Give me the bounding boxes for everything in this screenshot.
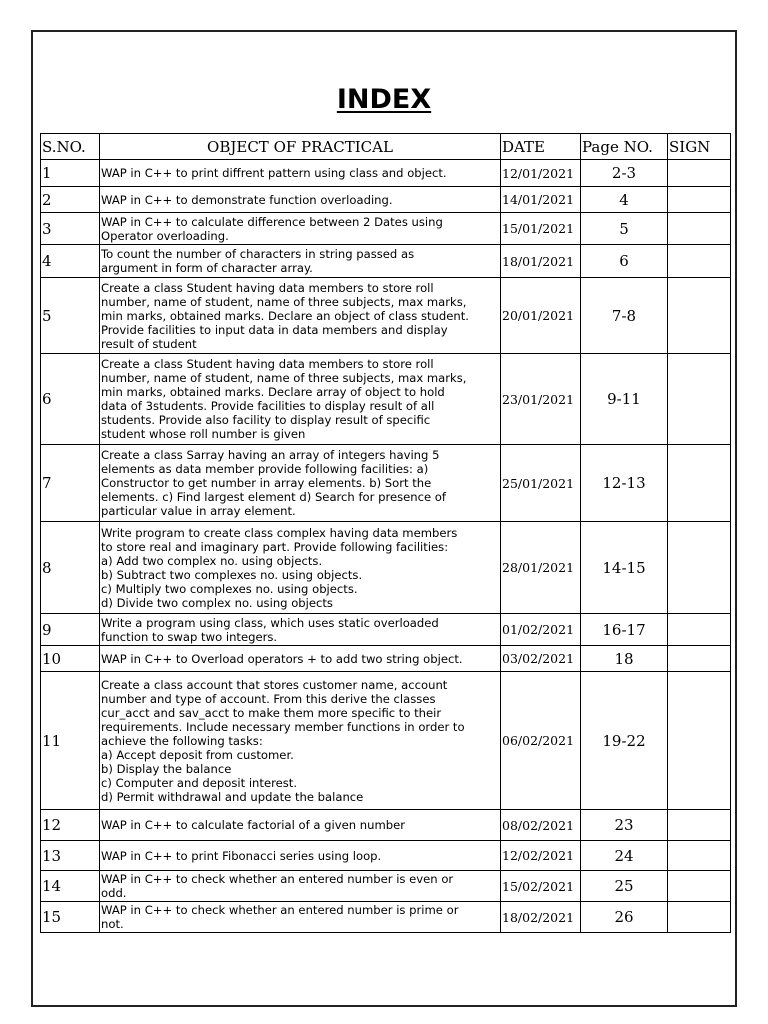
row-sign <box>668 871 731 902</box>
row-sno: 15 <box>41 902 100 933</box>
index-table <box>40 133 731 933</box>
row-sno: 3 <box>41 213 100 245</box>
row-sno: 10 <box>41 646 100 672</box>
row-object: To count the number of characters in string passed as argument in form of character array. <box>100 245 501 278</box>
table-row <box>41 160 731 187</box>
row-sno: 8 <box>41 522 100 614</box>
row-object: WAP in C++ to check whether an entered number is prime or not. <box>100 902 501 933</box>
row-page: 18 <box>581 646 668 672</box>
row-sign <box>668 187 731 213</box>
row-sign <box>668 213 731 245</box>
row-date: 15/02/2021 <box>501 871 581 902</box>
header-row <box>41 134 731 160</box>
row-page: 6 <box>581 245 668 278</box>
row-page: 25 <box>581 871 668 902</box>
row-object: Create a class Student having data members to store roll number, name of student, name of three subjects, max marks, min marks, obtained marks. Declare an object of class student. Provide facilities to input data in data members and display result of student <box>100 278 501 354</box>
row-object: Write program to create class complex having data members to store real and imaginary part. Provide following facilities: a) Add two complex no. using objects. b) Subtract two complexes no. using objects. c) Multiply two complexes no. using objects. d) Divide two complex no. using objects <box>100 522 501 614</box>
row-date: 18/02/2021 <box>501 902 581 933</box>
row-sno: 7 <box>41 445 100 522</box>
row-page: 5 <box>581 213 668 245</box>
header-object: OBJECT OF PRACTICAL <box>100 134 501 160</box>
row-sign <box>668 278 731 354</box>
row-date: 08/02/2021 <box>501 810 581 841</box>
table-row <box>41 187 731 213</box>
row-sign <box>668 902 731 933</box>
row-date: 14/01/2021 <box>501 187 581 213</box>
row-sno: 13 <box>41 841 100 871</box>
row-sno: 1 <box>41 160 100 187</box>
row-object: Create a class account that stores customer name, account number and type of account. From this derive the classes cur_acct and sav_acct to make them more specific to their requirements. Include necessary member functions in order to achieve the following tasks: a) Accept deposit from customer. b) Display the balance c) Computer and deposit interest. d) Permit withdrawal and update the balance <box>100 672 501 810</box>
row-page: 23 <box>581 810 668 841</box>
page-title: INDEX <box>336 84 432 115</box>
row-page: 19-22 <box>581 672 668 810</box>
table-row <box>41 213 731 245</box>
row-object: WAP in C++ to calculate factorial of a given number <box>100 810 501 841</box>
row-object: WAP in C++ to demonstrate function overloading. <box>100 187 501 213</box>
row-date: 18/01/2021 <box>501 245 581 278</box>
row-sign <box>668 160 731 187</box>
table-row <box>41 614 731 646</box>
table-row <box>41 672 731 810</box>
row-sno: 9 <box>41 614 100 646</box>
table-body <box>41 160 731 933</box>
row-page: 4 <box>581 187 668 213</box>
table-row <box>41 902 731 933</box>
row-object: WAP in C++ to print diffrent pattern using class and object. <box>100 160 501 187</box>
row-date: 12/01/2021 <box>501 160 581 187</box>
row-date: 06/02/2021 <box>501 672 581 810</box>
row-object: WAP in C++ to Overload operators + to add two string object. <box>100 646 501 672</box>
row-date: 03/02/2021 <box>501 646 581 672</box>
row-object: Write a program using class, which uses static overloaded function to swap two integers. <box>100 614 501 646</box>
row-sign <box>668 522 731 614</box>
row-sno: 5 <box>41 278 100 354</box>
row-page: 16-17 <box>581 614 668 646</box>
row-sno: 14 <box>41 871 100 902</box>
row-page: 14-15 <box>581 522 668 614</box>
row-date: 28/01/2021 <box>501 522 581 614</box>
row-sno: 12 <box>41 810 100 841</box>
row-sign <box>668 841 731 871</box>
row-page: 9-11 <box>581 354 668 445</box>
row-date: 23/01/2021 <box>501 354 581 445</box>
row-date: 25/01/2021 <box>501 445 581 522</box>
row-object: WAP in C++ to check whether an entered number is even or odd. <box>100 871 501 902</box>
table-row <box>41 522 731 614</box>
table-row <box>41 445 731 522</box>
row-sign <box>668 614 731 646</box>
row-object: WAP in C++ to calculate difference between 2 Dates using Operator overloading. <box>100 213 501 245</box>
table-row <box>41 646 731 672</box>
row-date: 20/01/2021 <box>501 278 581 354</box>
row-sign <box>668 245 731 278</box>
row-object: Create a class Sarray having an array of integers having 5 elements as data member provide following facilities: a) Constructor to get number in array elements. b) Sort the elements. c) Find largest element d) Search for presence of particular value in array element. <box>100 445 501 522</box>
table-row <box>41 810 731 841</box>
row-date: 01/02/2021 <box>501 614 581 646</box>
header-page: Page NO. <box>581 134 668 160</box>
row-date: 15/01/2021 <box>501 213 581 245</box>
row-page: 2-3 <box>581 160 668 187</box>
table-row <box>41 354 731 445</box>
row-sign <box>668 672 731 810</box>
header-sno: S.NO. <box>41 134 100 160</box>
row-sign <box>668 646 731 672</box>
row-sno: 6 <box>41 354 100 445</box>
row-page: 26 <box>581 902 668 933</box>
table-row <box>41 841 731 871</box>
header-date: DATE <box>501 134 581 160</box>
row-page: 12-13 <box>581 445 668 522</box>
row-object: Create a class Student having data members to store roll number, name of student, name of three subjects, max marks, min marks, obtained marks. Declare array of object to hold data of 3students. Provide facilities to display result of all students. Provide also facility to display result of specific student whose roll number is given <box>100 354 501 445</box>
row-page: 24 <box>581 841 668 871</box>
row-sign <box>668 354 731 445</box>
row-page: 7-8 <box>581 278 668 354</box>
row-sno: 11 <box>41 672 100 810</box>
row-sign <box>668 445 731 522</box>
row-sno: 4 <box>41 245 100 278</box>
row-object: WAP in C++ to print Fibonacci series using loop. <box>100 841 501 871</box>
row-sno: 2 <box>41 187 100 213</box>
header-sign: SIGN <box>668 134 731 160</box>
table-row <box>41 278 731 354</box>
row-date: 12/02/2021 <box>501 841 581 871</box>
row-sign <box>668 810 731 841</box>
table-row <box>41 245 731 278</box>
table-row <box>41 871 731 902</box>
